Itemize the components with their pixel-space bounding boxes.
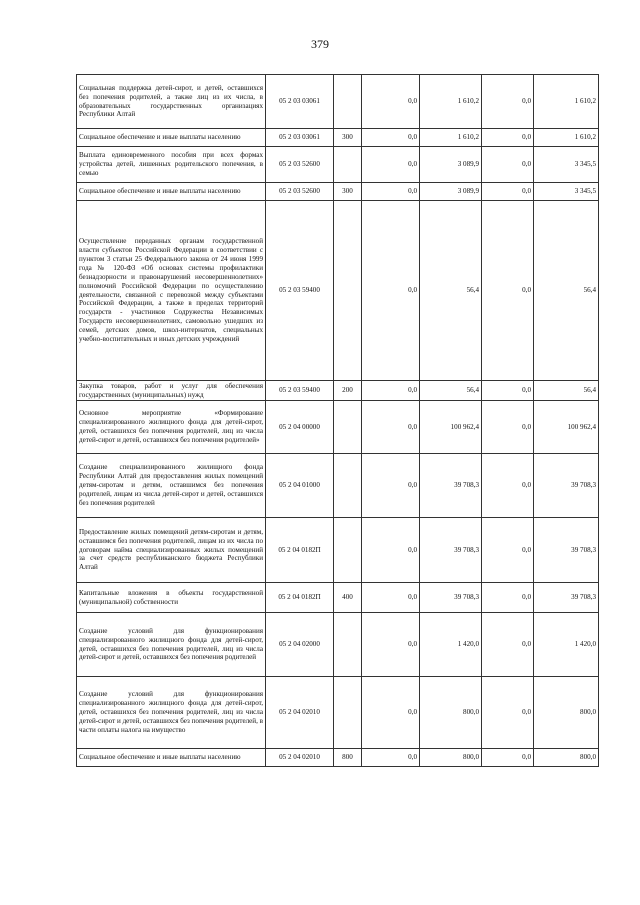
amount-3-cell: 0,0 — [482, 749, 534, 767]
row-name-cell: Социальная поддержка детей-сирот, и детей, оставшихся без попечения родителей, а также лиц из их числа, в образовательных государственных организациях Республики Алтай — [77, 75, 266, 129]
row-name-cell: Капитальные вложения в объекты государственной (муниципальной) собственности — [77, 583, 266, 613]
amount-4-cell: 1 610,2 — [534, 129, 599, 147]
amount-4-cell: 100 962,4 — [534, 401, 599, 454]
table-row — [77, 183, 599, 201]
amount-1-cell: 0,0 — [362, 381, 420, 401]
row-name-cell: Создание условий для функционирования специализированного жилищного фонда для детей-сирот, детей, оставшихся без попечения родителей, лиц из числа детей-сирот и детей, оставшихся без попечения родителей — [77, 613, 266, 677]
amount-1-cell: 0,0 — [362, 518, 420, 583]
target-code-cell: 05 2 04 02010 — [266, 749, 334, 767]
expense-type-cell — [334, 201, 362, 381]
expense-type-cell — [334, 75, 362, 129]
amount-3-cell: 0,0 — [482, 518, 534, 583]
amount-1-cell: 0,0 — [362, 147, 420, 183]
row-name-cell: Предоставление жилых помещений детям-сиротам и детям, оставшимся без попечения родителей, лицам из их числа по договорам найма специализированных жилых помещений за счет средств республиканского бюджета Республики Алтай — [77, 518, 266, 583]
amount-4-cell: 1 610,2 — [534, 75, 599, 129]
page-number: 379 — [311, 37, 329, 51]
amount-4-cell: 39 708,3 — [534, 518, 599, 583]
amount-4-cell: 39 708,3 — [534, 583, 599, 613]
amount-1-cell: 0,0 — [362, 129, 420, 147]
amount-2-cell: 3 089,9 — [420, 147, 482, 183]
amount-4-cell: 3 345,5 — [534, 183, 599, 201]
expense-type-cell: 300 — [334, 129, 362, 147]
amount-3-cell: 0,0 — [482, 75, 534, 129]
expense-type-cell: 200 — [334, 381, 362, 401]
expense-type-cell: 800 — [334, 749, 362, 767]
amount-3-cell: 0,0 — [482, 583, 534, 613]
amount-3-cell: 0,0 — [482, 147, 534, 183]
amount-1-cell: 0,0 — [362, 749, 420, 767]
amount-1-cell: 0,0 — [362, 613, 420, 677]
table-row — [77, 75, 599, 129]
expense-type-cell — [334, 401, 362, 454]
amount-2-cell: 100 962,4 — [420, 401, 482, 454]
row-name-cell: Социальное обеспечение и иные выплаты населению — [77, 749, 266, 767]
expense-type-cell — [334, 613, 362, 677]
target-code-cell: 05 2 03 03061 — [266, 129, 334, 147]
amount-3-cell: 0,0 — [482, 201, 534, 381]
amount-4-cell: 800,0 — [534, 749, 599, 767]
amount-2-cell: 1 610,2 — [420, 129, 482, 147]
row-name-cell: Социальное обеспечение и иные выплаты населению — [77, 129, 266, 147]
target-code-cell: 05 2 03 59400 — [266, 381, 334, 401]
amount-4-cell: 56,4 — [534, 201, 599, 381]
table-row — [77, 613, 599, 677]
expense-type-cell — [334, 454, 362, 518]
table-row — [77, 677, 599, 749]
amount-2-cell: 39 708,3 — [420, 583, 482, 613]
row-name-cell: Социальное обеспечение и иные выплаты населению — [77, 183, 266, 201]
expense-type-cell — [334, 677, 362, 749]
row-name-cell: Основное мероприятие «Формирование специализированного жилищного фонда для детей-сирот, детей, оставшихся без попечения родителей, лиц из числа детей-сирот и детей, оставшихся без попечения родителей» — [77, 401, 266, 454]
target-code-cell: 05 2 03 03061 — [266, 75, 334, 129]
expense-type-cell: 400 — [334, 583, 362, 613]
amount-2-cell: 39 708,3 — [420, 518, 482, 583]
amount-1-cell: 0,0 — [362, 677, 420, 749]
expense-type-cell: 300 — [334, 183, 362, 201]
amount-2-cell: 1 420,0 — [420, 613, 482, 677]
table-row — [77, 454, 599, 518]
amount-2-cell: 800,0 — [420, 677, 482, 749]
amount-1-cell: 0,0 — [362, 75, 420, 129]
amount-1-cell: 0,0 — [362, 454, 420, 518]
row-name-cell: Осуществление переданных органам государственной власти субъектов Российской Федерации в соответствии с пунктом 3 статьи 25 Федерального закона от 24 июня 1999 года № 120-ФЗ «Об основах системы профилактики безнадзорности и правонарушений несовершеннолетних» полномочий Российской Федерации по осуществлению деятельности, связанной с перевозкой между субъектами Российской Федерации, а также в пределах территорий государств - участников Содружества Независимых Государств несовершеннолетних, самовольно ушедших из семей, детских домов, школ-интернатов, специальных учебно-воспитательных и иных детских учреждений — [77, 201, 266, 381]
table-row — [77, 381, 599, 401]
amount-1-cell: 0,0 — [362, 201, 420, 381]
target-code-cell: 05 2 03 52600 — [266, 147, 334, 183]
amount-3-cell: 0,0 — [482, 401, 534, 454]
amount-2-cell: 39 708,3 — [420, 454, 482, 518]
table-row — [77, 147, 599, 183]
amount-3-cell: 0,0 — [482, 454, 534, 518]
table-row — [77, 201, 599, 381]
amount-1-cell: 0,0 — [362, 183, 420, 201]
amount-2-cell: 56,4 — [420, 201, 482, 381]
row-name-cell: Закупка товаров, работ и услуг для обеспечения государственных (муниципальных) нужд — [77, 381, 266, 401]
target-code-cell: 05 2 04 01000 — [266, 454, 334, 518]
target-code-cell: 05 2 03 52600 — [266, 183, 334, 201]
row-name-cell: Выплата единовременного пособия при всех формах устройства детей, лишенных родительского попечения, в семью — [77, 147, 266, 183]
row-name-cell: Создание условий для функционирования специализированного жилищного фонда для детей-сирот, детей, оставшихся без попечения родителей, лиц из числа детей-сирот и детей, оставшихся без попечения родителей, в части оплаты налога на имущество — [77, 677, 266, 749]
table-row — [77, 401, 599, 454]
amount-2-cell: 3 089,9 — [420, 183, 482, 201]
amount-4-cell: 1 420,0 — [534, 613, 599, 677]
budget-table — [76, 74, 599, 767]
expense-type-cell — [334, 518, 362, 583]
expense-type-cell — [334, 147, 362, 183]
amount-2-cell: 56,4 — [420, 381, 482, 401]
amount-3-cell: 0,0 — [482, 183, 534, 201]
target-code-cell: 05 2 03 59400 — [266, 201, 334, 381]
amount-3-cell: 0,0 — [482, 613, 534, 677]
amount-3-cell: 0,0 — [482, 129, 534, 147]
amount-1-cell: 0,0 — [362, 401, 420, 454]
amount-3-cell: 0,0 — [482, 677, 534, 749]
amount-1-cell: 0,0 — [362, 583, 420, 613]
target-code-cell: 05 2 04 0182П — [266, 583, 334, 613]
row-name-cell: Создание специализированного жилищного фонда Республики Алтай для предоставления жилых помещений детям-сиротам и детям, оставшимся без попечения родителей, лицам из числа детей-сирот и детей, оставшихся без попечения родителей — [77, 454, 266, 518]
target-code-cell: 05 2 04 00000 — [266, 401, 334, 454]
target-code-cell: 05 2 04 02000 — [266, 613, 334, 677]
target-code-cell: 05 2 04 02010 — [266, 677, 334, 749]
table-row — [77, 749, 599, 767]
amount-3-cell: 0,0 — [482, 381, 534, 401]
table-row — [77, 583, 599, 613]
amount-4-cell: 39 708,3 — [534, 454, 599, 518]
target-code-cell: 05 2 04 0182П — [266, 518, 334, 583]
amount-4-cell: 3 345,5 — [534, 147, 599, 183]
amount-2-cell: 800,0 — [420, 749, 482, 767]
amount-4-cell: 56,4 — [534, 381, 599, 401]
amount-4-cell: 800,0 — [534, 677, 599, 749]
table-row — [77, 129, 599, 147]
table-row — [77, 518, 599, 583]
amount-2-cell: 1 610,2 — [420, 75, 482, 129]
